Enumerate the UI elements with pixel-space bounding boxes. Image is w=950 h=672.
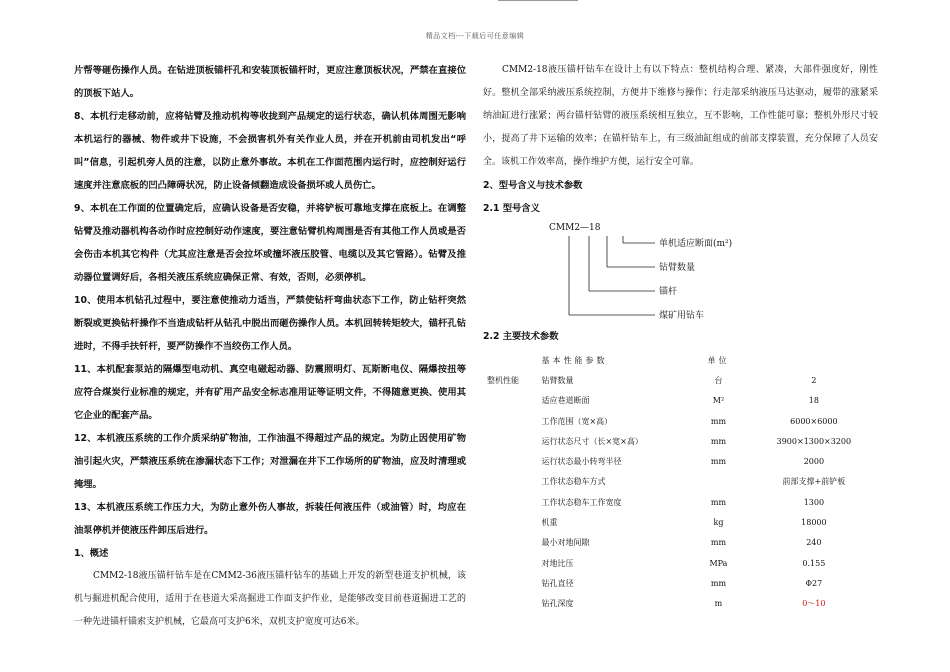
table-row [483,573,878,593]
row-group-label [483,431,541,451]
table-body [483,370,878,614]
model-label-arms: 钻臂数量 [659,263,696,273]
param-name: 机重 [541,518,558,528]
section-2-1-heading: 2.1 型号含义 [483,203,540,214]
top-rule [498,0,578,1]
param-name: 钻孔直径 [541,578,574,588]
paragraph-item-12: 12、本机液压系统的工作介质采纳矿物油，工作油温不得超过产品的规定。为防止因使用矿物油引起火灾，严禁液压系统在渗漏状态下工作；对泄漏在井下工作场所的矿物油，应及时清理或掩埋。 [74,433,466,490]
param-unit: mm [710,416,727,426]
section-2-heading: 2、型号含义与技术参数 [483,180,583,191]
param-value: 6000×6000 [790,416,838,426]
row-group-label: 整机性能 [487,375,519,385]
param-name: 工作状态稳车工作宽度 [541,497,622,507]
param-value: Φ27 [805,578,823,588]
param-name: 钻臂数量 [541,375,574,385]
param-unit: mm [710,457,727,467]
param-value: 1300 [803,497,825,507]
param-name: 工作范围（宽×高） [541,416,613,426]
param-unit: mm [710,578,727,588]
model-code: CMM2—18 [549,223,601,233]
row-group-label [483,391,541,411]
param-value: 3900×1300×3200 [776,436,852,446]
row-group-label [483,451,541,471]
overview-heading: 1、概述 [74,548,109,559]
param-name: 运行状态最小转弯半径 [541,457,622,467]
row-group-label [483,411,541,431]
param-unit: m [714,599,723,609]
param-name: 最小对地间隙 [541,538,590,548]
table-row [483,512,878,532]
table-header-blank [483,350,541,370]
page-header: 精品文档---下载后可任意编辑 [425,32,525,40]
paragraph-item-10: 10、使用本机钻孔过程中，要注意使推动力适当，严禁使钻杆弯曲状态下工作，防止钻杆突然断裂或更换钻杆操作不当造成钻杆从钻孔中脱出而砸伤操作人员。本机回转转矩较大，锚杆孔钻进时，不得手扶钎杆，要严防操作不当绞伤工作人员。 [74,295,466,352]
table-row [483,472,878,492]
param-unit: mm [710,538,727,548]
row-group-label [483,594,541,614]
table-row [483,431,878,451]
right-column [483,59,878,614]
paragraph-item-13: 13、本机液压系统工作压力大，为防止意外伤人事故，拆装任何液压件（或油管）时，均应在油泵停机并使液压件卸压后进行。 [74,502,466,536]
table-row [483,411,878,431]
param-name: 钻孔深度 [541,599,574,609]
row-group-label [483,472,541,492]
param-value: 2 [811,375,817,385]
table-header-name: 基本性能参数 [541,355,608,365]
paragraph-item-8: 8、本机行走移动前，应将钻臂及推动机构等收拢到产品规定的运行状态，确认机体周围无影响本机运行的器械、物件或井下设施，不会损害机外有关作业人员，并在开机前由司机发出“呼叫”信息，引起机旁人员的注意，以防止意外事故。本机在工作面范围内运行时，应控制好运行速度并注意底板的凹凸障碍状况，防止设备倾翻造成设备损坏或人员伤亡。 [74,111,466,191]
paragraph-item-9: 9、本机在工作面的位置确定后，应确认设备是否安稳，并将铲板可靠地支撑在底板上。在调整钻臂及推动器机构各动作时应控制好动作速度，要注意钻臂机构周围是否有其他工作人员或是否会伤击本机其它构件（尤其应注意是否会拉坏或撞坏液压胶管、电缆以及其它管路）。钻臂及推动器位置调好后，各相关液压系统应确保正常、有效，否则，必须停机。 [74,203,466,283]
table-row [483,391,878,411]
param-name: 适应巷道断面 [541,396,590,406]
param-unit: mm [710,497,727,507]
model-code-diagram [483,220,878,325]
table-row [483,553,878,573]
param-name: 运行状态尺寸（长×宽×高） [541,436,643,446]
model-label-bolt: 锚杆 [659,287,678,297]
param-unit: MPa [709,558,728,568]
param-value: 0～10 [802,599,826,609]
table-row [483,533,878,553]
row-group-label [483,573,541,593]
param-unit: mm [710,436,727,446]
row-group-label [483,512,541,532]
paragraph-item-11: 11、本机配套泵站的隔爆型电动机、真空电磁起动器、防震照明灯、瓦斯断电仪、隔爆按扭等应符合煤炭行业标准的规定，并有矿用产品安全标志准用证等证明文件，不得随意更换、使用其它企业的配套产品。 [74,364,466,421]
table-row [483,594,878,614]
param-name: 对地比压 [541,558,574,568]
row-group-label [483,492,541,512]
param-unit: 台 [714,375,723,385]
table-header-row [483,350,878,370]
param-value: 18 [808,396,819,406]
row-group-label [483,553,541,573]
table-row [483,492,878,512]
param-unit [687,472,750,492]
overview-text: CMM2-18液压锚杆钻车是在CMM2-36液压锚杆钻车的基础上开发的新型巷道支护机械，该机与掘进机配合使用，适用于在巷道大采高掘进工作面支护作业，是能够改变目前巷道掘进工艺的一种先进锚杆锚索支护机械，它最高可支护6米，双机支护宽度可达6米。 [74,571,466,627]
param-value: 0.155 [802,558,826,568]
section-2-2-heading: 2.2 主要技术参数 [483,331,559,342]
table-row [483,370,878,390]
table-row [483,451,878,471]
param-value: 240 [806,538,822,548]
param-value: 18000 [801,518,827,528]
features-text: CMM2-18液压锚杆钻车在设计上有以下特点：整机结构合理、紧凑，大部件强度好，刚性好。整机全部采纳液压系统控制，方便井下维修与操作；行走部采纳液压马达驱动，履带的涨紧采纳油缸进行涨紧；两台锚杆钻臂的液压系统相互独立，互不影响，工作性能可靠；整机外形尺寸较小，提高了井下运输的效率；在锚杆钻车上，有三级油缸组成的前部支撑装置，充分保障了人员安全。该机工作效率高，操作维护方便，运行安全可靠。 [483,65,878,167]
param-unit: kg [713,518,724,528]
row-group-label [483,533,541,553]
model-label-section: 单机适应断面(m²) [659,239,733,249]
table-header-value [750,350,878,370]
paragraph-safety-cont: 片帮等砸伤操作人员。在钻进顶板锚杆孔和安装顶板锚杆时，更应注意顶板状况，严禁在直接位的顶板下站人。 [74,65,466,99]
tech-params-table [483,350,878,614]
left-column [74,59,466,634]
param-value: 2000 [803,457,825,467]
table-header-unit: 单位 [707,355,730,365]
param-value: 前部支撑+前铲板 [782,477,846,487]
model-label-drill-rig: 煤矿用钻车 [659,311,705,321]
param-name: 工作状态稳车方式 [541,477,606,487]
param-unit: M² [712,396,725,406]
